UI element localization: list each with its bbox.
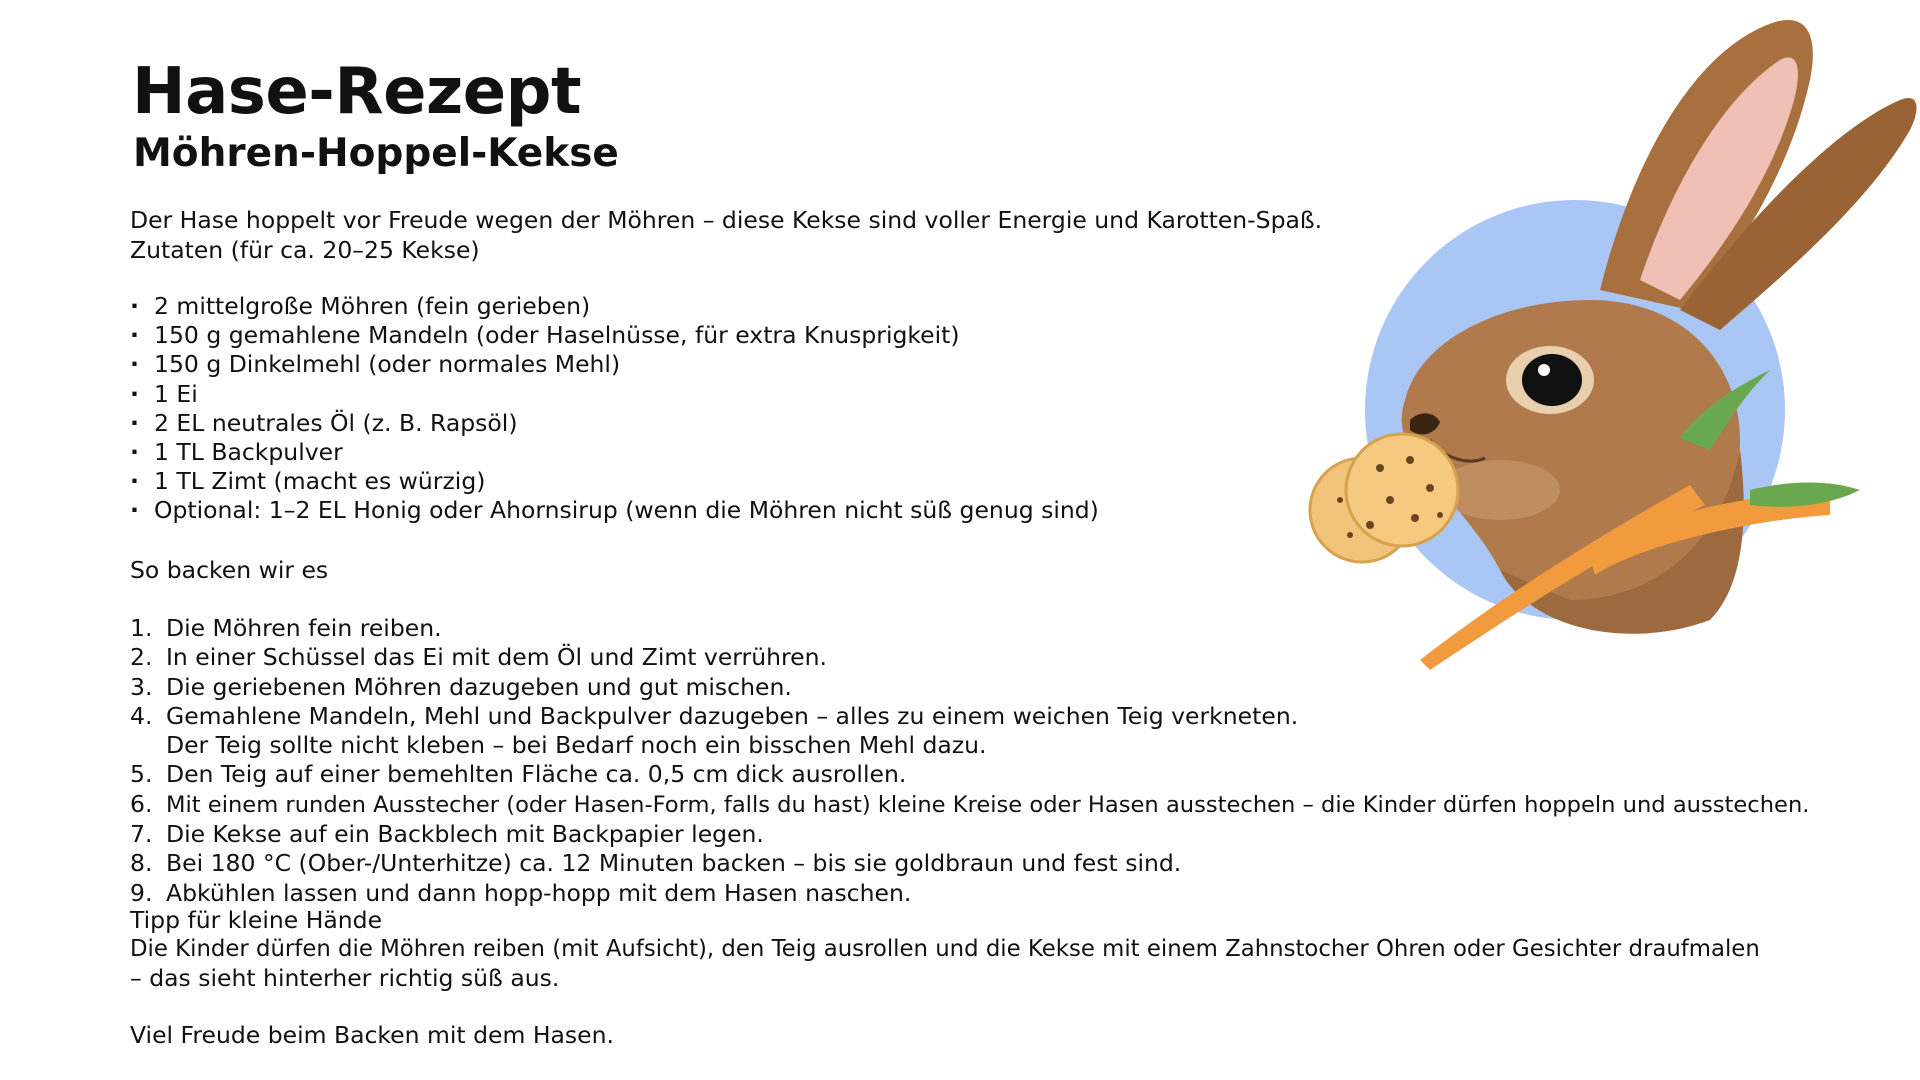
step-number: 4. xyxy=(130,701,153,730)
step-text: Die Kekse auf ein Backblech mit Backpapier legen. xyxy=(166,820,764,849)
step-number: 1. xyxy=(130,614,153,642)
recipe-subtitle: Möhren-Hoppel-Kekse xyxy=(133,131,619,176)
ingredient-item: · 1 TL Backpulver xyxy=(130,438,1099,467)
tip-heading: Tipp für kleine Hände xyxy=(130,906,383,934)
step-number: 8. xyxy=(130,849,153,878)
step-number: 6. xyxy=(130,789,153,818)
step-text: Mit einem runden Ausstecher (oder Hasen-Form, falls du hast) kleine Kreise oder Hasen ausstechen – die Kinder dürfen hoppeln und ausstechen. xyxy=(166,791,1810,818)
tip-text-continued: – das sieht hinterher richtig süß aus. xyxy=(130,964,560,992)
steps-heading: So backen wir es xyxy=(130,556,329,584)
step-text: In einer Schüssel das Ei mit dem Öl und Zimt verrühren. xyxy=(166,643,827,672)
step-item xyxy=(130,760,1809,789)
step-item xyxy=(130,820,1809,849)
ingredient-item: · 150 g Dinkelmehl (oder normales Mehl) xyxy=(130,350,1099,379)
step-text: Die Möhren fein reiben. xyxy=(166,614,442,642)
step-text: Gemahlene Mandeln, Mehl und Backpulver dazugeben – alles zu einem weichen Teig verkneten. xyxy=(166,701,1299,730)
step-number: 2. xyxy=(130,643,153,672)
step-number: 7. xyxy=(130,820,153,849)
step-text: Der Teig sollte nicht kleben – bei Bedarf noch ein bisschen Mehl dazu. xyxy=(166,731,987,760)
step-text: Die geriebenen Möhren dazugeben und gut mischen. xyxy=(166,672,792,701)
step-item xyxy=(130,731,1809,760)
tip-text: Die Kinder dürfen die Möhren reiben (mit Aufsicht), den Teig ausrollen und die Kekse mit einem Zahnstocher Ohren oder Gesichter draufmalen xyxy=(130,936,1760,962)
ingredient-item: · 150 g gemahlene Mandeln (oder Haselnüsse, für extra Knusprigkeit) xyxy=(130,321,1099,350)
ingredient-item: · 2 mittelgroße Möhren (fein gerieben) xyxy=(130,292,1099,321)
ingredient-item: · 2 EL neutrales Öl (z. B. Rapsöl) xyxy=(130,409,1099,438)
step-number: 3. xyxy=(130,672,153,701)
ingredients-heading: Zutaten (für ca. 20–25 Kekse) xyxy=(130,236,480,264)
closing-text: Viel Freude beim Backen mit dem Hasen. xyxy=(130,1021,614,1049)
step-text: Bei 180 °C (Ober-/Unterhitze) ca. 12 Minuten backen – bis sie goldbraun und fest sind. xyxy=(166,849,1182,878)
ingredient-item: · 1 Ei xyxy=(130,380,1099,409)
intro-text: Der Hase hoppelt vor Freude wegen der Möhren – diese Kekse sind voller Energie und Karotten-Spaß. xyxy=(130,206,1323,234)
step-text: Den Teig auf einer bemehlten Fläche ca. 0,5 cm dick ausrollen. xyxy=(166,760,907,789)
ingredient-item: · Optional: 1–2 EL Honig oder Ahornsirup (wenn die Möhren nicht süß genug sind) xyxy=(130,496,1099,525)
ingredient-item: · 1 TL Zimt (macht es würzig) xyxy=(130,467,1099,496)
rabbit-illustration xyxy=(1270,10,1920,690)
step-number: 5. xyxy=(130,760,153,789)
recipe-title: Hase-Rezept xyxy=(132,55,582,129)
step-item xyxy=(130,702,1809,731)
step-text: Abkühlen lassen und dann hopp-hopp mit dem Hasen naschen. xyxy=(166,878,912,907)
step-item xyxy=(130,849,1809,878)
step-item xyxy=(130,790,1809,820)
ingredients-list xyxy=(130,292,1099,526)
step-item xyxy=(130,879,1809,908)
step-number: 9. xyxy=(130,878,153,907)
